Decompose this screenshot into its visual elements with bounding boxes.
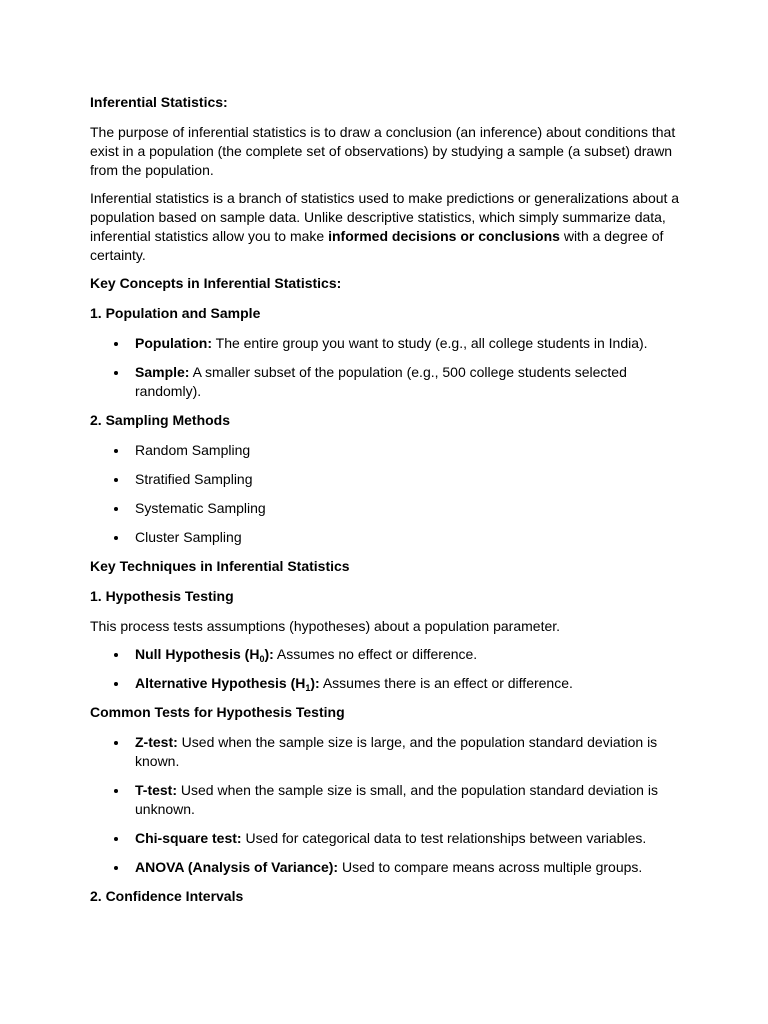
list-item — [90, 858, 680, 877]
common-tests-list — [90, 733, 680, 877]
list-item: Stratified Sampling — [90, 470, 680, 489]
population-sample-heading: 1. Population and Sample — [90, 305, 261, 321]
list-item — [90, 645, 680, 664]
list-item: Cluster Sampling — [90, 528, 680, 547]
list-item-text: Used when the sample size is large, and the population standard deviation is known. — [135, 734, 658, 769]
key-techniques-heading: Key Techniques in Inferential Statistics — [90, 558, 350, 574]
list-item — [90, 674, 680, 693]
list-item-term: Sample: — [135, 364, 190, 380]
intro-paragraph-1: The purpose of inferential statistics is to draw a conclusion (an inference) about conditions that exist in a population (the complete set of observations) by studying a sample (a subset) drawn from the population. — [90, 124, 676, 178]
subscript: 0 — [259, 654, 265, 664]
hypotheses-list — [90, 645, 680, 693]
intro2-emphasis: informed decisions or conclusions — [328, 228, 560, 244]
list-item-text: Assumes no effect or difference. — [273, 646, 478, 662]
sampling-methods-heading: 2. Sampling Methods — [90, 412, 231, 428]
list-item — [90, 829, 680, 848]
list-item-text: Used for categorical data to test relationships between variables. — [241, 830, 647, 846]
list-item — [90, 334, 680, 353]
list-item: Systematic Sampling — [90, 499, 680, 518]
document-title: Inferential Statistics: — [90, 94, 228, 110]
key-concepts-heading: Key Concepts in Inferential Statistics: — [90, 275, 342, 291]
list-item-term: Z-test: — [135, 734, 178, 750]
confidence-intervals-heading: 2. Confidence Intervals — [90, 888, 244, 904]
hypothesis-testing-heading: 1. Hypothesis Testing — [90, 588, 234, 604]
list-item-text: Used to compare means across multiple groups. — [338, 859, 643, 875]
list-item-term: Population: — [135, 335, 212, 351]
list-item-term: ANOVA (Analysis of Variance): — [135, 859, 339, 875]
list-item — [90, 781, 680, 819]
sampling-methods-list — [90, 441, 680, 547]
document-page — [90, 93, 680, 917]
list-item-term: Chi-square test: — [135, 830, 242, 846]
list-item-term: Alternative Hypothesis $(H_1)$: — [135, 675, 320, 693]
list-item-text: The entire group you want to study (e.g., all college students in India). — [212, 335, 648, 351]
subscript: 1 — [305, 683, 311, 693]
list-item-text: Used when the sample size is small, and the population standard deviation is unknown. — [135, 782, 658, 817]
intro2-text-start: Inferential statistics is a branch of statistics used to make predictions or generalizations about a population based on sample data. Unlike descriptive statistics, which simply summarize data, inferential statistics allow you to make — [90, 190, 680, 244]
list-item: Random Sampling — [90, 441, 680, 460]
population-sample-list — [90, 334, 680, 401]
list-item-text: A smaller subset of the population (e.g., 500 college students selected randomly). — [135, 364, 627, 399]
intro2-text-end: with a degree of certainty. — [90, 228, 664, 263]
intro-paragraph-2 — [90, 189, 680, 265]
list-item-text: Assumes there is an effect or difference. — [319, 675, 573, 691]
list-item — [90, 363, 680, 401]
common-tests-heading: Common Tests for Hypothesis Testing — [90, 704, 345, 720]
list-item — [90, 733, 680, 771]
hypothesis-intro: This process tests assumptions (hypotheses) about a population parameter. — [90, 618, 561, 634]
list-item-term: Null Hypothesis $(H_0)$: — [135, 646, 274, 664]
list-item-term: T-test: — [135, 782, 177, 798]
